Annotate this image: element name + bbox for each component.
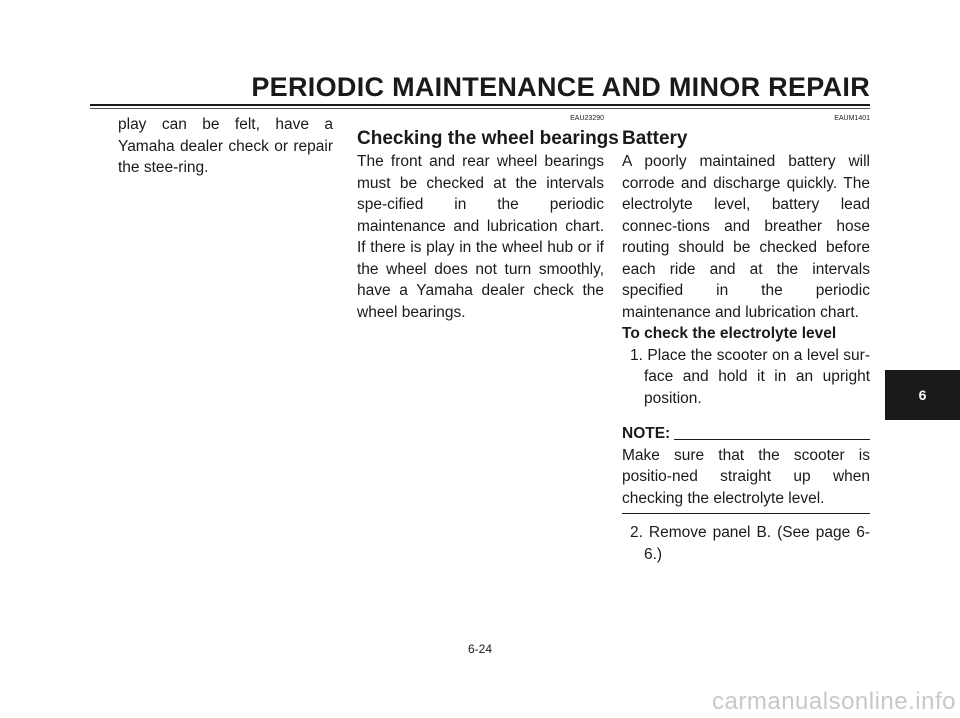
chapter-tab: 6 [885,370,960,420]
battery-paragraph: A poorly maintained battery will corrode and discharge quickly. The electrolyte level, battery lead connec-tions and breather hose routing should be checked before each ride and at the intervals specified in the periodic maintenance and lubrication chart. [622,153,870,321]
wheel-bearings-paragraph: The front and rear wheel bearings must be checked at the intervals spe-cified in the periodic maintenance and lubrication chart. If there is play in the wheel hub or if the wheel does not turn smoothly, have a Yamaha dealer check the wheel bearings. [357,153,604,321]
section-code: EAUM1401 [834,115,870,122]
note-end-rule [622,513,870,514]
note-rule [674,439,870,440]
section-title-wheel-bearings: Checking the wheel bearings [357,128,619,149]
header-rule-thin [90,108,870,109]
watermark: carmanualsonline.info [712,688,956,715]
column-right [622,114,870,565]
page-header-title: PERIODIC MAINTENANCE AND MINOR REPAIR [251,72,870,102]
page-number: 6-24 [467,642,493,656]
section-code: EAU23290 [570,115,604,122]
note-text: Make sure that the scooter is positio-ned straight up when checking the electrolyte level. [622,446,870,507]
header-rule [90,104,870,106]
column-middle [357,114,619,323]
step-1: 1. Place the scooter on a level sur-face and hold it in an upright position. [630,346,870,407]
continued-paragraph: play can be felt, have a Yamaha dealer check or repair the stee-ring. [118,116,333,176]
electrolyte-subheading: To check the electrolyte level [622,325,837,342]
note-label: NOTE: [622,425,671,442]
column-left [118,114,333,179]
note-heading [622,423,870,445]
step-2: 2. Remove panel B. (See page 6-6.) [630,524,870,563]
section-title-battery: Battery [622,128,688,149]
